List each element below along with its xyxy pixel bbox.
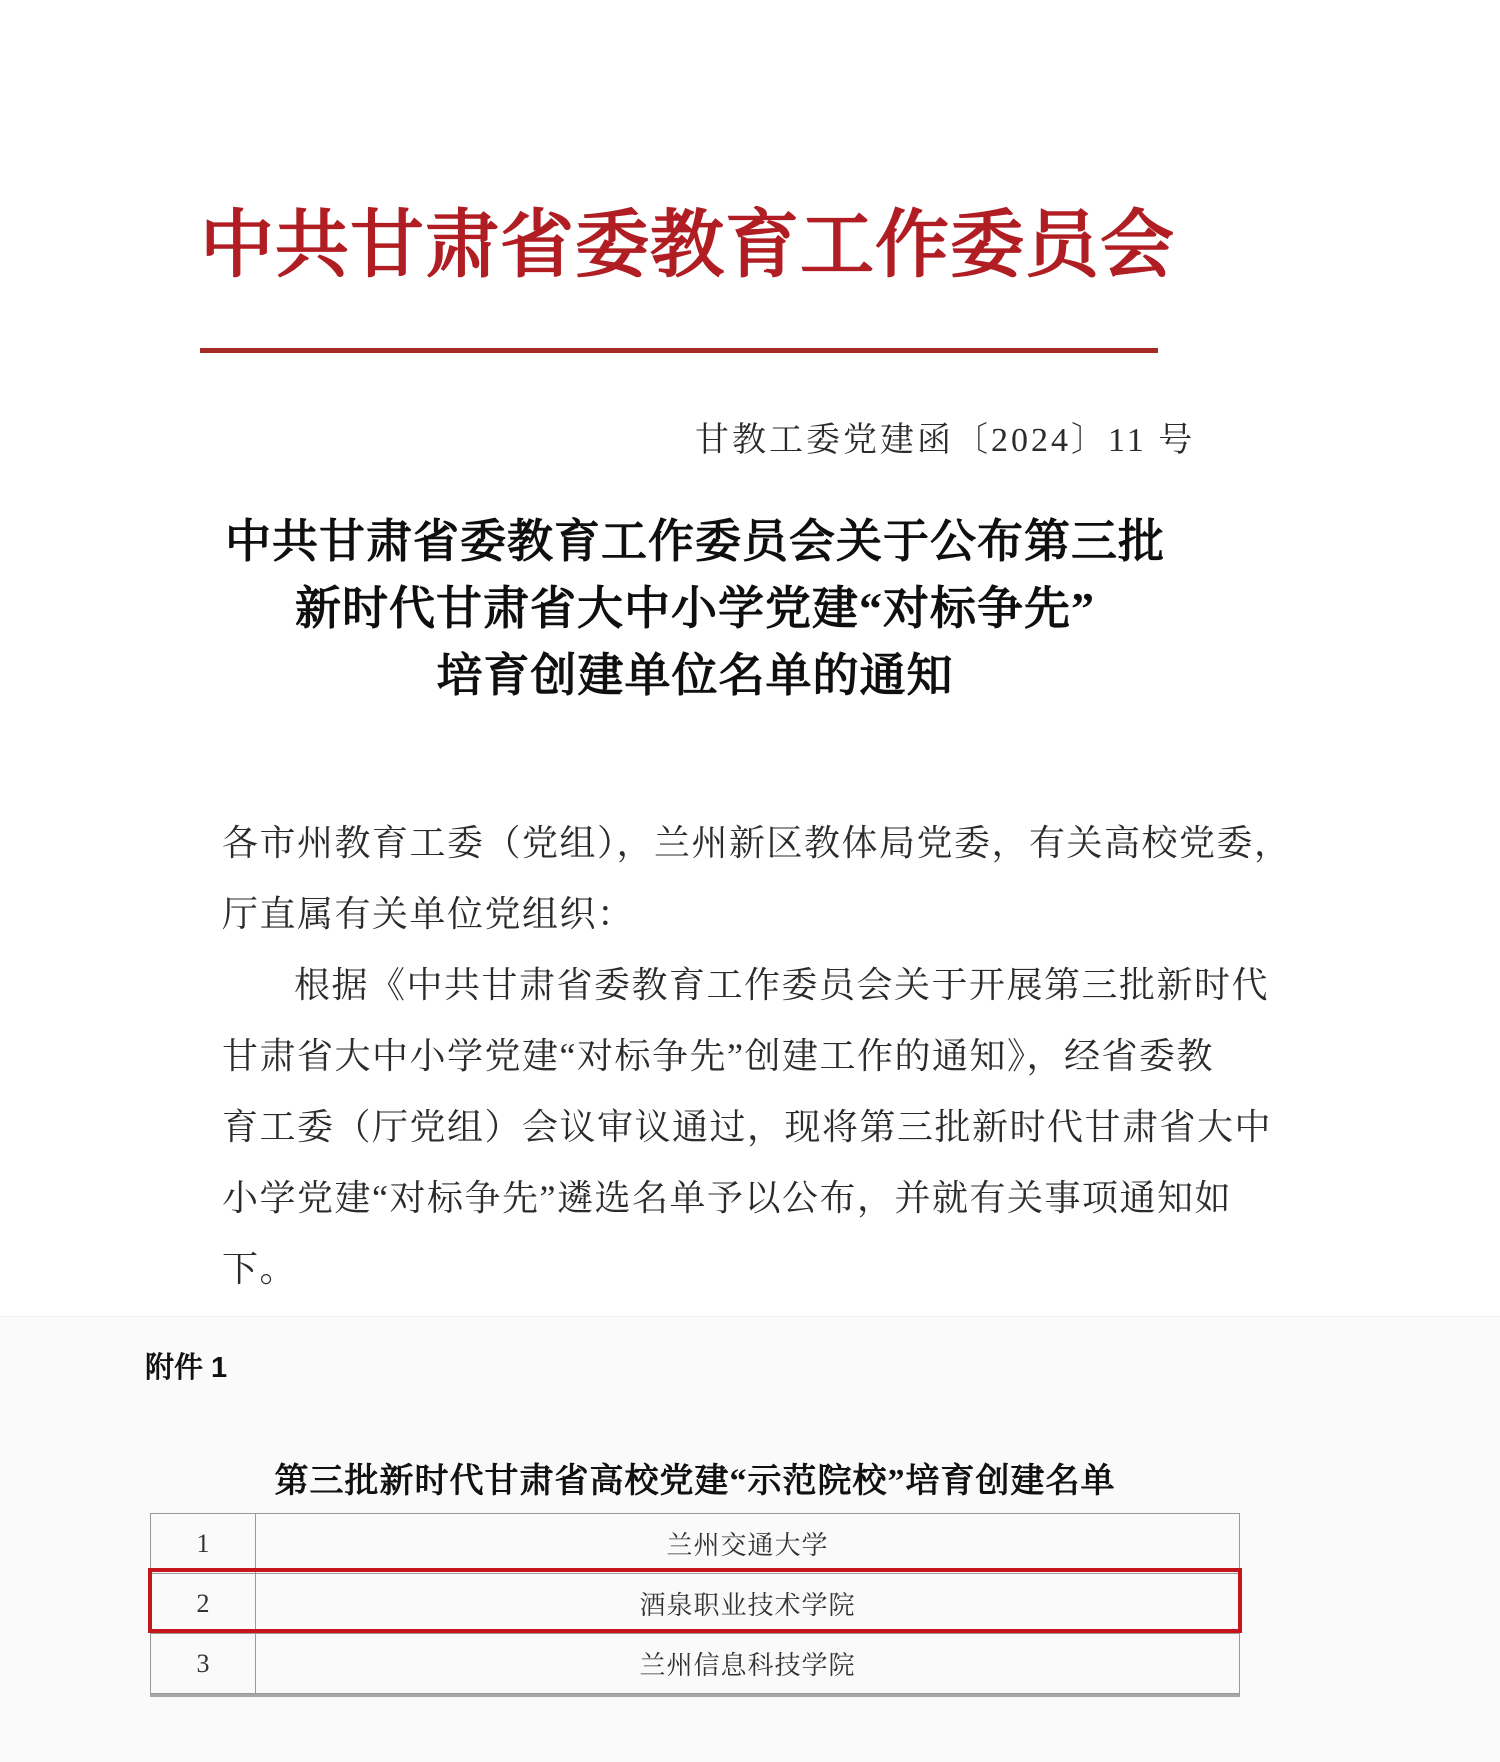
roster-table-title: 第三批新时代甘肃省高校党建“示范院校”培育创建名单 <box>274 1463 1116 1500</box>
salutation-line-1: 各市州教育工委（党组），兰州新区教体局党委，有关高校党委， <box>222 823 1292 863</box>
body-paragraph-line-4: 小学党建“对标争先”遴选名单予以公布，并就有关事项通知如 <box>222 1178 1232 1218</box>
document-title <box>150 508 1240 709</box>
document-title-line-2: 新时代甘肃省大中小学党建“对标争先” <box>295 583 1095 634</box>
salutation-line-2: 厅直属有关单位党组织： <box>222 894 635 934</box>
school-name-cell: 兰州信息科技学院 <box>639 1651 856 1680</box>
school-name-cell: 兰州交通大学 <box>666 1531 829 1560</box>
body-paragraph-line-1: 根据《中共甘肃省委教育工作委员会关于开展第三批新时代 <box>294 965 1270 1005</box>
document-body <box>222 808 1302 1305</box>
doc-reference-number: 甘教工委党建函〔2024〕11 号 <box>695 422 1196 459</box>
document-title-line-1: 中共甘肃省委教育工作委员会关于公布第三批 <box>225 516 1165 567</box>
letterhead-title: 中共甘肃省委教育工作委员会 <box>200 205 1175 287</box>
row-number-cell: 2 <box>151 1574 256 1633</box>
school-name-cell: 酒泉职业技术学院 <box>639 1591 856 1620</box>
body-paragraph-line-3: 育工委（厅党组）会议审议通过，现将第三批新时代甘肃省大中 <box>222 1107 1273 1147</box>
table-row <box>151 1514 1239 1574</box>
roster-table <box>150 1513 1240 1697</box>
attachment-label: 附件 1 <box>145 1352 228 1384</box>
table-row-highlighted <box>151 1574 1239 1634</box>
letterhead-divider <box>200 348 1158 353</box>
row-number-cell: 3 <box>151 1634 256 1693</box>
table-row <box>151 1634 1239 1694</box>
row-number-cell: 1 <box>151 1514 256 1573</box>
body-paragraph-line-2: 甘肃省大中小学党建“对标争先”创建工作的通知》，经省委教 <box>222 1036 1214 1076</box>
body-paragraph-line-5: 下。 <box>222 1249 298 1289</box>
attachment-page <box>0 1316 1500 1762</box>
document-title-line-3: 培育创建单位名单的通知 <box>436 650 954 701</box>
